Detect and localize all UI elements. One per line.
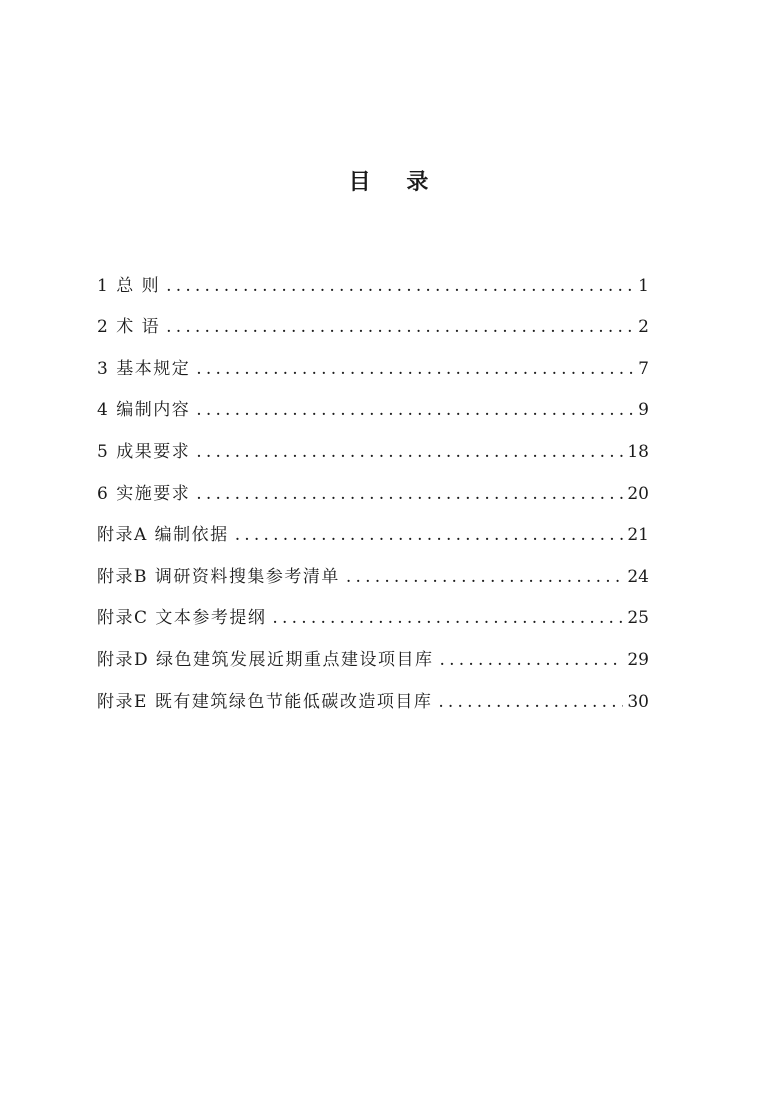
toc-entry-page: 21 <box>627 525 649 546</box>
toc-leader-dots <box>166 313 634 341</box>
toc-entry-page: 18 <box>627 441 649 462</box>
toc-leader-dots <box>166 272 634 300</box>
toc-entry-1 <box>97 258 649 300</box>
toc-entry-label: 附录C 文本参考提纲 <box>97 608 267 629</box>
toc-leader-dots <box>272 604 623 632</box>
toc-entry-page: 9 <box>638 400 649 421</box>
toc-entry-page: 7 <box>638 358 649 379</box>
toc-title: 目 录 <box>348 170 443 195</box>
toc-leader-dots <box>440 646 624 674</box>
toc-entry-appendix-d <box>97 632 649 674</box>
toc-entry-label: 附录D 绿色建筑发展近期重点建设项目库 <box>97 649 434 670</box>
toc-entry-label: 附录E 既有建筑绿色节能低碳改造项目库 <box>97 691 433 712</box>
toc-entry-page: 2 <box>638 317 649 338</box>
toc-leader-dots <box>196 480 623 508</box>
toc-entry-page: 30 <box>627 691 649 712</box>
toc-leader-dots <box>196 355 634 383</box>
toc-entry-page: 20 <box>627 483 649 504</box>
toc-leader-dots <box>346 563 623 591</box>
toc-entry-label: 2 术 语 <box>97 317 161 338</box>
toc-entry-3 <box>97 341 649 383</box>
toc-leader-dots <box>235 521 624 549</box>
toc-leader-dots <box>196 396 634 424</box>
toc-entry-page: 25 <box>627 608 649 629</box>
toc-leader-dots <box>438 688 623 716</box>
toc-entry-6 <box>97 466 649 508</box>
toc-entry-2 <box>97 300 649 342</box>
toc-entry-page: 29 <box>627 649 649 670</box>
toc-entry-5 <box>97 424 649 466</box>
toc-entry-label: 附录A 编制依据 <box>97 525 229 546</box>
toc-entry-label: 4 编制内容 <box>97 400 191 421</box>
toc-entry-label: 1 总 则 <box>97 275 161 296</box>
toc-entry-appendix-b <box>97 549 649 591</box>
toc-entry-4 <box>97 383 649 425</box>
toc-entry-appendix-e <box>97 674 649 716</box>
toc-entry-page: 1 <box>638 275 649 296</box>
toc-list <box>97 258 649 716</box>
toc-entry-appendix-a <box>97 508 649 550</box>
toc-leader-dots <box>196 438 623 466</box>
toc-entry-page: 24 <box>627 566 649 587</box>
toc-entry-appendix-c <box>97 591 649 633</box>
toc-entry-label: 3 基本规定 <box>97 358 191 379</box>
toc-entry-label: 附录B 调研资料搜集参考清单 <box>97 566 340 587</box>
toc-entry-label: 6 实施要求 <box>97 483 191 504</box>
toc-entry-label: 5 成果要求 <box>97 441 191 462</box>
